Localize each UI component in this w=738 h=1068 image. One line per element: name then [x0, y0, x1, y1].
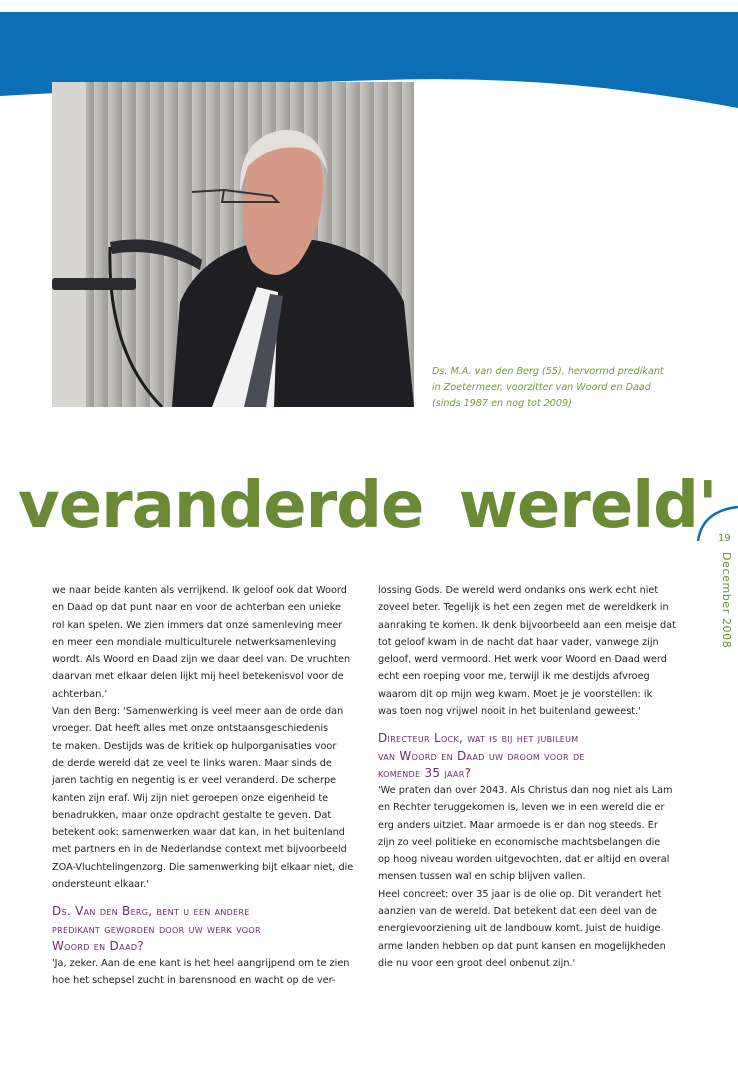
text-line: benadrukken, maar onze opdracht gestalte te geven. Dat	[52, 809, 332, 821]
heading-line: Woord en Daad?	[52, 938, 144, 953]
speaker-photo	[52, 82, 414, 407]
text-line: aanzien van de wereld. Dat betekent dat een deel van de	[378, 906, 657, 918]
text-line: aanraking te komen. Ik denk bijvoorbeeld aan een meisje dat	[378, 619, 676, 631]
paragraph	[378, 886, 678, 972]
text-line: wordt. Als Woord en Daad zijn we daar deel van. De vruchten	[52, 654, 351, 666]
question-heading	[378, 730, 678, 782]
text-line: zoveel beter. Tegelijk is het een zegen met de wereldkerk in	[378, 602, 669, 614]
paragraph	[52, 703, 352, 893]
caption-line: Ds. M.A. van den Berg (55), hervormd predikant	[432, 366, 664, 377]
text-line: kanten zijn eraf. Wij zijn niet geroepen onze eigenheid te	[52, 792, 329, 804]
text-line: energievoorziening uit de landbouw komt. Juist de huidige	[378, 923, 661, 935]
heading-line: predikant geworden door uw werk voor	[52, 921, 261, 936]
text-line: echt een roeping voor me, terwijl ik me destijds afvroeg	[378, 671, 650, 683]
text-line: ondersteunt elkaar.'	[52, 879, 149, 891]
text-line: te maken. Destijds was de kritiek op hulporganisaties voor	[52, 740, 337, 752]
paragraph	[378, 782, 678, 886]
text-line: zijn zo veel politieke en economische machtsbelangen die	[378, 836, 661, 848]
text-line: 'We praten dan over 2043. Als Christus dan nog niet als Lam	[378, 784, 673, 796]
article-headline: veranderde wereld'	[18, 469, 717, 543]
paragraph	[52, 955, 352, 990]
text-line: vroeger. Dat heeft alles met onze ontstaansgeschiedenis	[52, 723, 329, 735]
text-line: Van den Berg: 'Samenwerking is veel meer aan de orde dan	[52, 706, 344, 718]
caption-line: in Zoetermeer, voorzitter van Woord en Daad	[432, 382, 651, 393]
text-line: arme landen hebben op dat punt kansen en mogelijkheden	[378, 940, 666, 952]
paragraph	[378, 582, 678, 720]
heading-line: van Woord en Daad uw droom voor de	[378, 748, 585, 763]
text-line: met partners en in de Nederlandse context met bijvoorbeeld	[52, 844, 347, 856]
text-line: hoe het schepsel zucht in barensnood en wacht op de ver-	[52, 975, 336, 987]
heading-line: Directeur Lock, wat is bij het jubileum	[378, 731, 579, 746]
text-line: erg anders uitziet. Maar armoede is er dan nog steeds. Er	[378, 819, 658, 831]
page-number: 19	[718, 533, 731, 544]
text-line: betekent ook: samenwerken waar dat kan, in het buitenland	[52, 827, 345, 839]
text-line: jaren tachtig en negentig is er veel veranderd. De scherpe	[52, 775, 337, 787]
text-line: en Daad op dat punt naar en voor de achterban een unieke	[52, 602, 342, 614]
left-column	[52, 582, 352, 990]
heading-line: komende 35 jaar?	[378, 765, 472, 780]
text-line: rol kan spelen. We zien immers dat onze samenleving meer	[52, 619, 343, 631]
text-line: we naar beide kanten als verrijkend. Ik geloof ook dat Woord	[52, 585, 347, 596]
page-tab-curve	[694, 505, 738, 545]
issue-date: December 2008	[720, 552, 733, 649]
text-line: achterban.'	[52, 688, 108, 700]
text-line: Heel concreet: over 35 jaar is de olie op. Dit verandert het	[378, 888, 662, 900]
text-line: 'Ja, zeker. Aan de ene kant is het heel aangrijpend om te zien	[52, 957, 350, 969]
question-heading	[52, 903, 352, 955]
text-line: en meer een mondiale multiculturele netwerksamenleving	[52, 636, 337, 648]
caption-line: (sinds 1987 en nog tot 2009)	[432, 398, 572, 409]
heading-line: Ds. Van den Berg, bent u een andere	[52, 904, 250, 919]
text-line: die nu voor een groot deel onbenut zijn.'	[378, 957, 576, 969]
text-line: op hoog niveau worden uitgevochten, dat er altijd en overal	[378, 854, 670, 866]
text-line: daarvan met elkaar delen lijkt mij heel betekenisvol voor de	[52, 671, 344, 683]
text-line: lossing Gods. De wereld werd ondanks ons werk echt niet	[378, 585, 659, 596]
text-line: en Rechter teruggekomen is, leven we in een wereld die er	[378, 802, 665, 814]
text-line: mensen tussen wal en schip blijven vallen.	[378, 871, 586, 883]
photo-caption	[432, 364, 682, 412]
text-line: was toen nog vrijwel nooit in het buitenland geweest.'	[378, 706, 641, 718]
text-line: waarom dit op mijn weg kwam. Moet je je voorstellen: ik	[378, 688, 653, 700]
right-column	[378, 582, 678, 972]
text-line: de derde wereld dat ze veel te links waren. Maar sinds de	[52, 757, 332, 769]
paragraph	[52, 582, 352, 703]
text-line: geloof, werd vermoord. Het werk voor Woord en Daad werd	[378, 654, 667, 666]
text-line: tot geloof kwam in de nacht dat haar vader, vanwege zijn	[378, 636, 659, 648]
text-line: ZOA-Vluchtelingenzorg. Die samenwerking bijt elkaar niet, die	[52, 861, 354, 873]
